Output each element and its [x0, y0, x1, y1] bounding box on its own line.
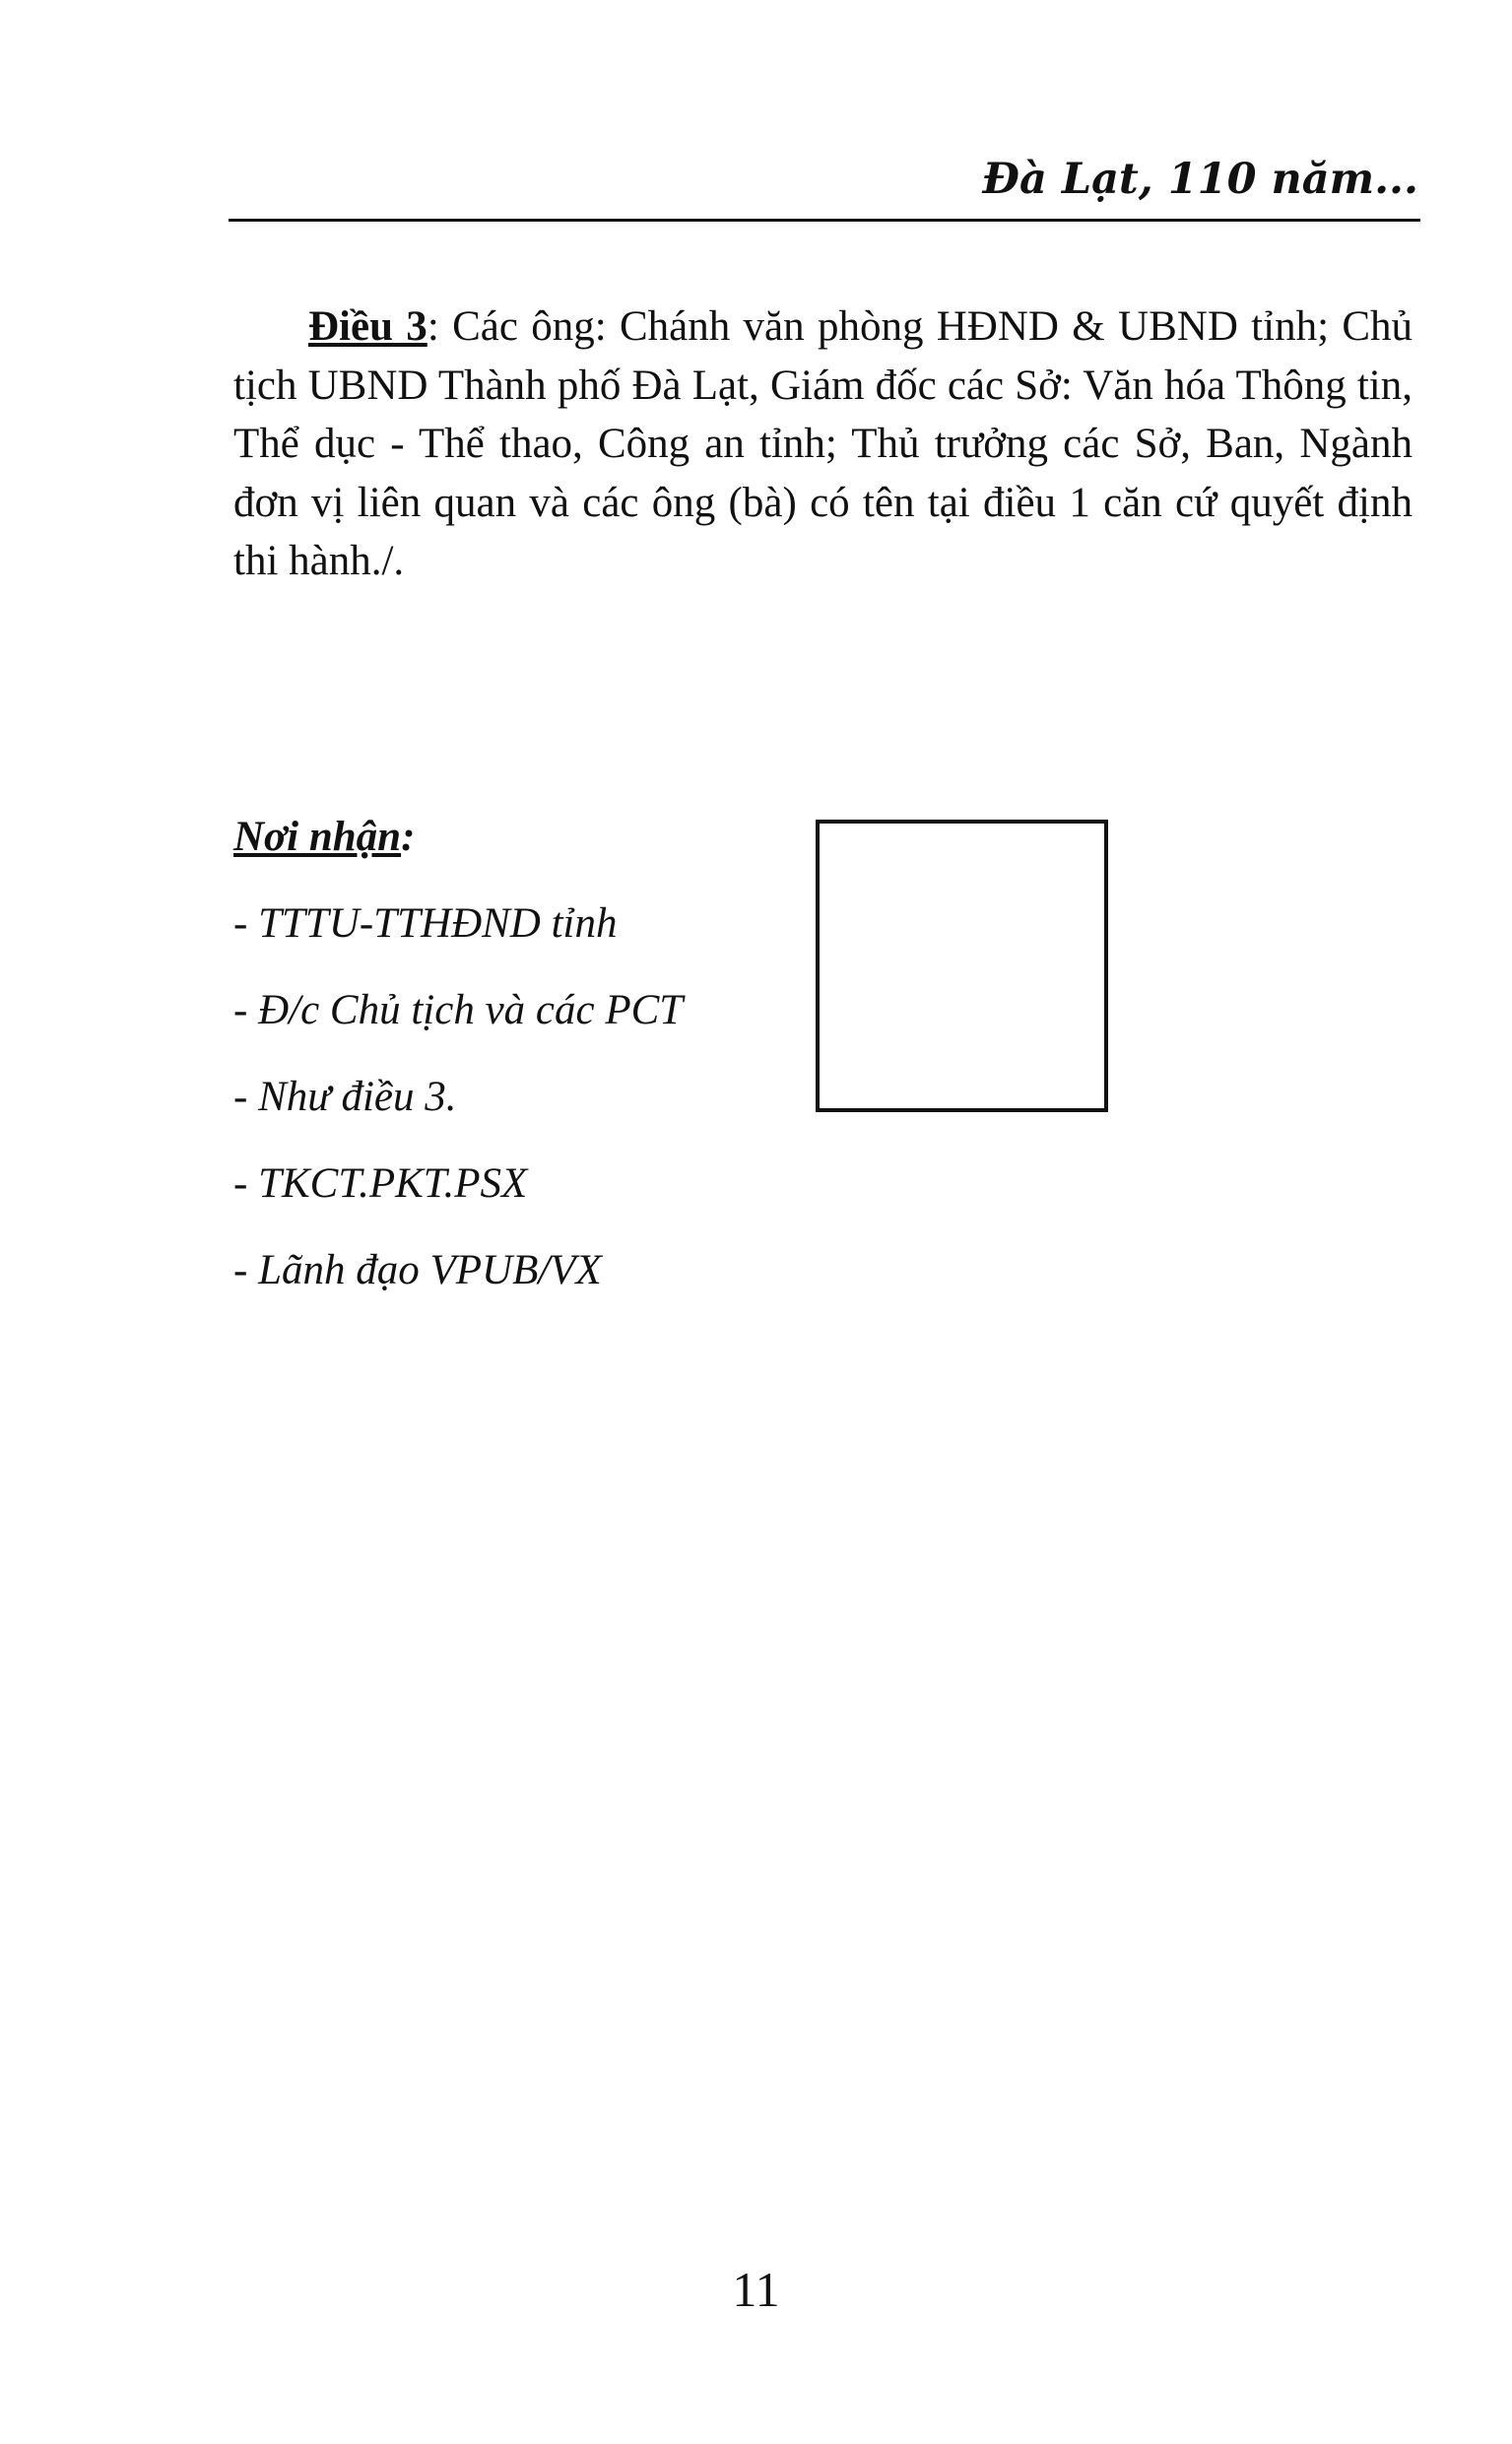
- recipient-item: - Lãnh đạo VPUB/VX: [233, 1247, 602, 1293]
- article-label: Điều 3: [308, 303, 427, 350]
- page-number: 11: [732, 2262, 780, 2317]
- recipient-item: - Đ/c Chủ tịch và các PCT: [233, 987, 684, 1033]
- recipients-list: [233, 894, 683, 1328]
- recipient-item: - TKCT.PKT.PSX: [233, 1160, 528, 1207]
- recipient-item: - Như điều 3.: [233, 1074, 457, 1120]
- recipients-heading-label: Nơi nhận: [233, 814, 402, 860]
- article-separator: :: [427, 303, 439, 350]
- header-rule: [229, 219, 1420, 222]
- recipients-heading: [233, 808, 415, 867]
- stamp-box: [816, 820, 1108, 1112]
- recipients-heading-suffix: :: [401, 814, 416, 860]
- running-header: Đà Lạt, 110 năm...: [982, 155, 1418, 204]
- recipient-item: - TTTU-TTHĐND tỉnh: [233, 900, 618, 947]
- article-paragraph: [233, 297, 1413, 591]
- article-body: Các ông: Chánh văn phòng HĐND & UBND tỉnh; Chủ tịch UBND Thành phố Đà Lạt, Giám đốc các Sở: Văn hóa Thông tin, Thể dục - Thể thao, Công an tỉnh; Thủ trưởng các Sở, Ban, Ngành đơn vị liên quan và các ông (bà) có tên tại điều 1 căn cứ quyết định thi hành./.: [233, 303, 1413, 584]
